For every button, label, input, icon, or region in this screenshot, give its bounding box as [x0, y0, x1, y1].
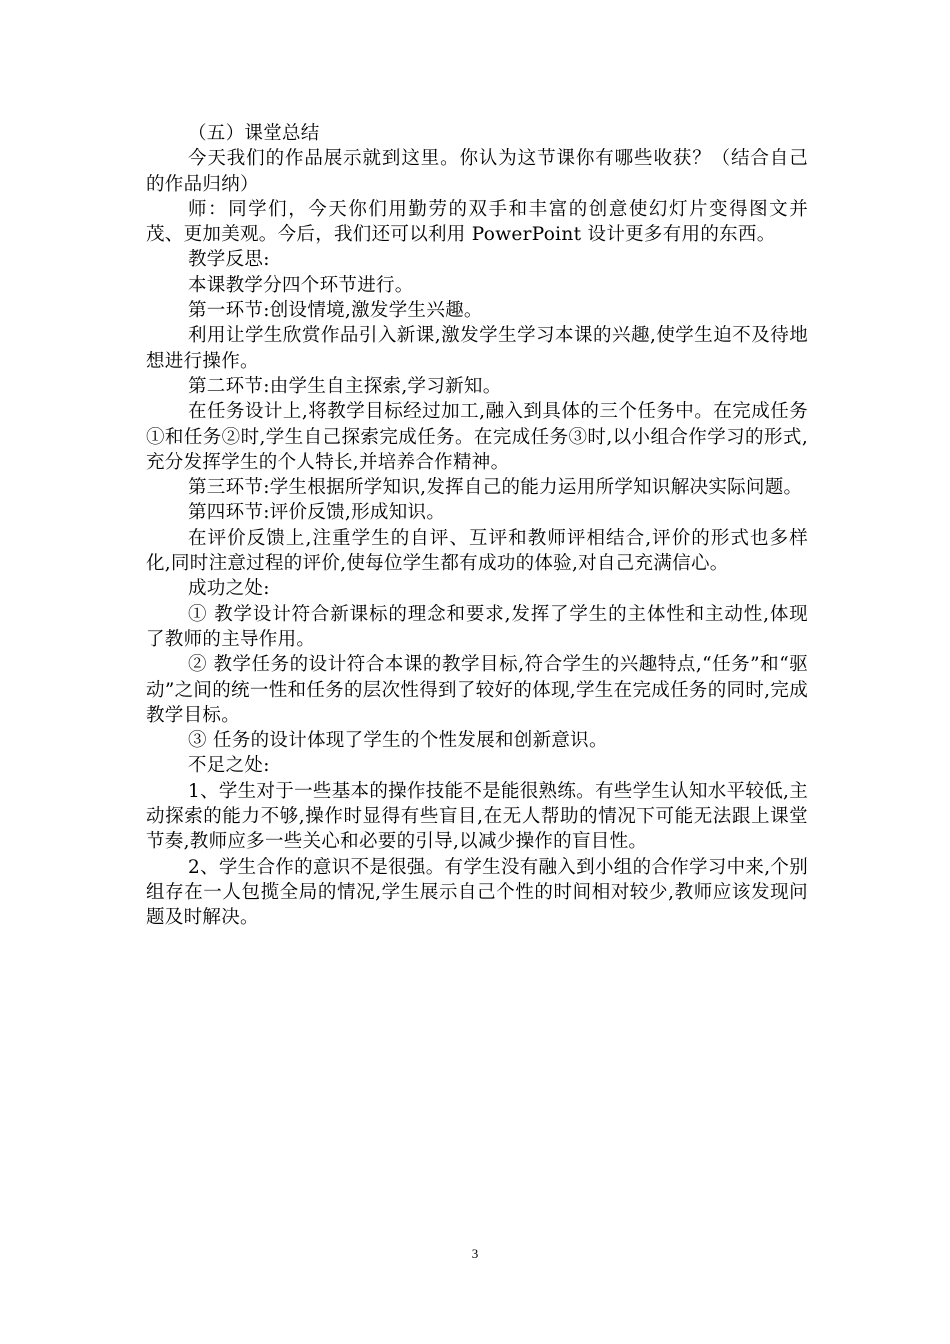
success-heading: 成功之处:: [188, 578, 270, 600]
shortcomings-heading: 不足之处:: [188, 755, 270, 777]
paragraph: 在评价反馈上,注重学生的自评、互评和教师评相结合,评价的形式也多样化,同时注意过程的评价,使每位学生都有成功的体验,对自己充满信心。: [146, 527, 808, 575]
list-item: 1、学生对于一些基本的操作技能不是能很熟练。有些学生认知水平较低,主动探索的能力不够,操作时显得有些盲目,在无人帮助的情况下可能无法跟上课堂节奏,教师应多一些关心和必要的引导,以减少操作的盲目性。: [146, 780, 808, 853]
stage-three-paragraph: 第三环节:学生根据所学知识,发挥自己的能力运用所学知识解决实际问题。: [188, 477, 803, 499]
paragraph: 利用让学生欣赏作品引入新课,激发学生学习本课的兴趣,使学生迫不及待地想进行操作。: [146, 325, 808, 372]
reflection-heading: 教学反思:: [188, 249, 270, 271]
list-item: 2、学生合作的意识不是很强。有学生没有融入到小组的合作学习中来,个别组存在一人包揽全局的情况,学生展示自己个性的时间相对较少,教师应该发现问题及时解决。: [146, 856, 808, 929]
section-heading: （五）课堂总结: [188, 123, 320, 144]
paragraph: 本课教学分四个环节进行。: [188, 274, 414, 296]
page-number: 3: [471, 1246, 479, 1261]
stage-one-heading: 第一环节:创设情境,激发学生兴趣。: [188, 300, 483, 322]
stage-four-heading: 第四环节:评价反馈,形成知识。: [188, 502, 446, 524]
paragraph: 在任务设计上,将教学目标经过加工,融入到具体的三个任务中。在完成任务①和任务②时,学生自己探索完成任务。在完成任务③时,以小组合作学习的形式,充分发挥学生的个人特长,并培养合作精神。: [146, 401, 808, 473]
list-item: ② 教学任务的设计符合本课的教学目标,符合学生的兴趣特点,“任务”和“驱动”之间的统一性和任务的层次性得到了较好的体现,学生在完成任务的同时,完成教学目标。: [146, 654, 808, 726]
document-body: [146, 121, 808, 931]
list-item: ① 教学设计符合新课标的理念和要求,发挥了学生的主体性和主动性,体现了教师的主导作用。: [146, 603, 808, 650]
paragraph: 今天我们的作品展示就到这里。你认为这节课你有哪些收获？（结合自己的作品归纳）: [146, 148, 808, 195]
stage-two-heading: 第二环节:由学生自主探索,学习新知。: [188, 375, 502, 397]
paragraph: 师：同学们，今天你们用勤劳的双手和丰富的创意使幻灯片变得图文并茂、更加美观。今后，我们还可以利用 PowerPoint 设计更多有用的东西。: [146, 198, 808, 246]
list-item: ③ 任务的设计体现了学生的个性发展和创新意识。: [188, 730, 608, 752]
